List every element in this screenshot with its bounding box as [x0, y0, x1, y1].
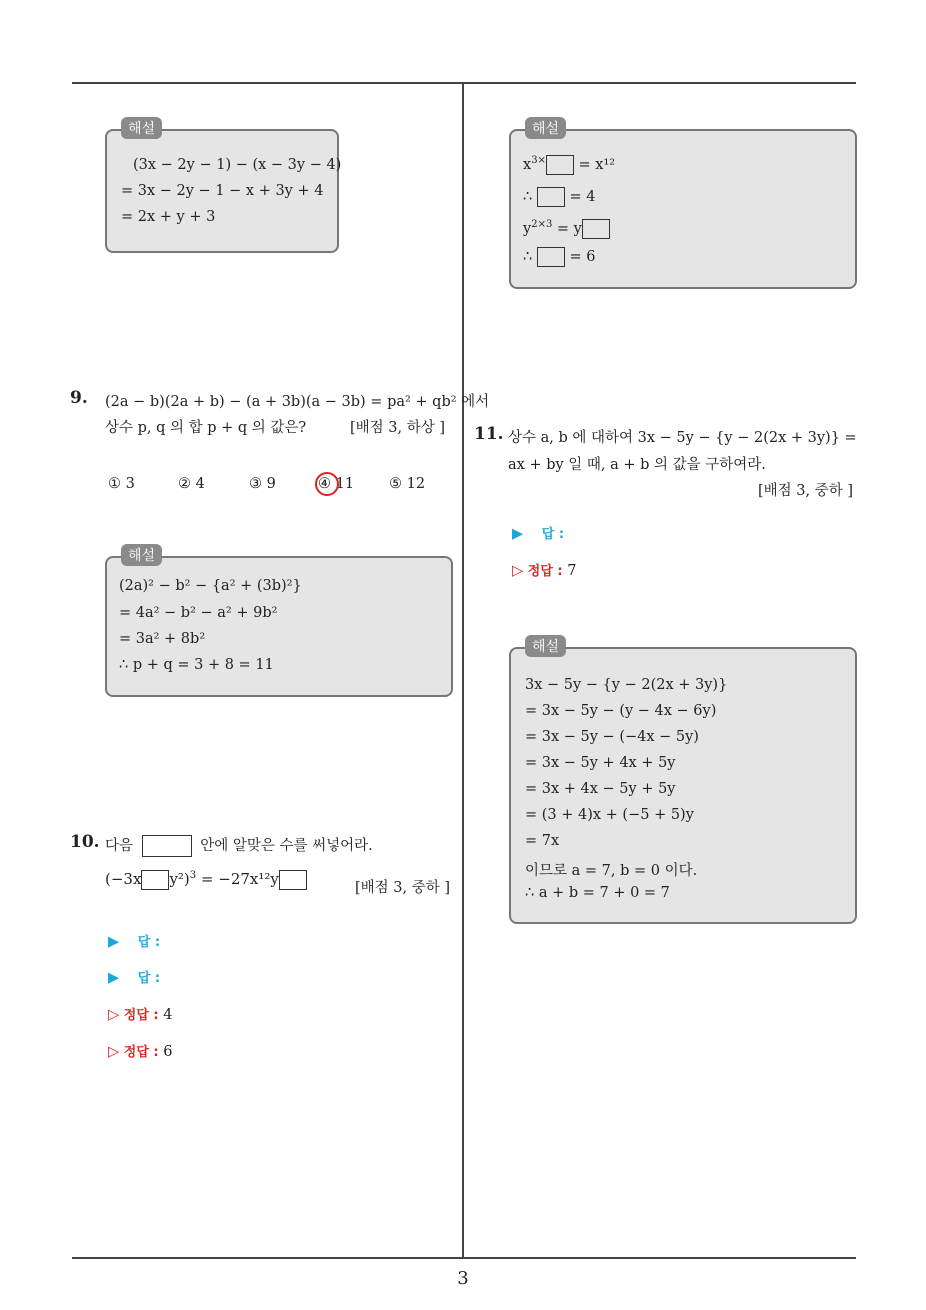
sol-text: = 4 — [564, 189, 596, 205]
question-10-text-b: 안에 알맞은 수를 써넣어라. — [200, 838, 373, 854]
sol-text: = 6 — [564, 249, 596, 265]
solution-box-q11 — [509, 639, 857, 924]
question-number-9: 9. — [70, 388, 88, 408]
correct-label: 정답 : — [527, 564, 563, 579]
solution-line: ∴ a + b = 7 + 0 = 7 — [525, 885, 670, 901]
sol-sup: 3× — [531, 155, 546, 166]
question-11-text: 상수 a, b 에 대하여 3x − 5y − {y − 2(2x + 3y)} = — [508, 430, 857, 446]
blank-box — [537, 187, 565, 207]
question-10-grade: [배점 3, 중하 ] — [355, 880, 451, 896]
correct-value: 6 — [163, 1044, 173, 1060]
correct-answer-line — [108, 1004, 172, 1023]
solution-line: = 3x − 5y − (−4x − 5y) — [525, 729, 699, 745]
play-icon: ▶ — [108, 970, 120, 986]
sol-sup: 2×3 — [531, 219, 553, 230]
bottom-rule — [72, 1257, 856, 1259]
solution-line: = (3 + 4)x + (−5 + 5)y — [525, 807, 694, 823]
blank-box — [537, 247, 565, 267]
choice-4[interactable]: ④ 11 — [318, 476, 355, 492]
solution-tag: 해설 — [121, 544, 162, 566]
play-outline-icon: ▷ — [512, 563, 524, 579]
expr-part-a: (−3x — [105, 870, 142, 888]
question-11-grade: [배점 3, 중하 ] — [758, 483, 854, 499]
expr-part-b: y²) — [169, 870, 190, 888]
solution-line: ∴ p + q = 3 + 8 = 11 — [119, 657, 274, 673]
answer-label: 답 : — [137, 971, 161, 986]
top-rule — [72, 82, 856, 84]
correct-answer-line — [108, 1041, 172, 1060]
solution-line: = 3x − 5y − (y − 4x − 6y) — [525, 703, 717, 719]
answer-label: 답 : — [137, 935, 161, 950]
play-outline-icon: ▷ — [108, 1044, 120, 1060]
correct-value: 4 — [163, 1007, 173, 1023]
solution-line: = 4a² − b² − a² + 9b² — [119, 605, 278, 621]
choice-1[interactable]: ① 3 — [108, 476, 135, 492]
solution-line: = 3x − 2y − 1 − x + 3y + 4 — [121, 183, 324, 199]
solution-line: 3x − 5y − {y − 2(2x + 3y)} — [525, 677, 728, 693]
choice-2[interactable]: ② 4 — [178, 476, 205, 492]
solution-line — [523, 247, 595, 267]
solution-box-q10 — [509, 121, 857, 289]
question-9-text: (2a − b)(2a + b) − (a + 3b)(a − 3b) = pa² + qb² 에서 — [105, 394, 490, 410]
blank-box — [582, 219, 610, 239]
answer-line — [108, 967, 160, 986]
solution-line — [523, 187, 595, 207]
correct-label: 정답 : — [123, 1045, 159, 1060]
answer-circle-mark — [315, 472, 339, 496]
play-outline-icon: ▷ — [108, 1007, 120, 1023]
blank-box — [546, 155, 574, 175]
solution-line — [523, 155, 615, 175]
sol-text: = y — [552, 220, 582, 237]
solution-tag: 해설 — [525, 635, 566, 657]
solution-tag: 해설 — [121, 117, 162, 139]
correct-value: 7 — [567, 563, 577, 579]
blank-box — [279, 870, 307, 890]
solution-line: = 3a² + 8b² — [119, 631, 206, 647]
solution-tag: 해설 — [525, 117, 566, 139]
choice-3[interactable]: ③ 9 — [249, 476, 276, 492]
blank-box — [141, 870, 169, 890]
sol-text: = x¹² — [573, 156, 616, 173]
column-divider — [462, 84, 464, 1258]
question-10-text — [105, 834, 373, 857]
solution-line: = 2x + y + 3 — [121, 209, 216, 225]
solution-line — [523, 219, 610, 239]
solution-box-q8 — [105, 121, 342, 253]
blank-box — [142, 835, 192, 857]
page-number: 3 — [457, 1268, 469, 1289]
question-10-text-a: 다음 — [105, 838, 134, 854]
question-number-10: 10. — [70, 832, 100, 852]
play-icon: ▶ — [512, 526, 524, 542]
choice-5[interactable]: ⑤ 12 — [389, 476, 426, 492]
answer-label: 답 : — [541, 527, 565, 542]
sol-text: y — [523, 220, 532, 237]
solution-line: = 3x − 5y + 4x + 5y — [525, 755, 676, 771]
sol-text: ∴ — [523, 249, 533, 265]
sol-text: ∴ — [523, 189, 533, 205]
expr-exponent: 3 — [189, 870, 197, 881]
play-icon: ▶ — [108, 934, 120, 950]
answer-line — [108, 931, 160, 950]
answer-line — [512, 523, 564, 542]
sol-text: x — [523, 156, 532, 173]
correct-label: 정답 : — [123, 1008, 159, 1023]
question-10-expression — [105, 866, 307, 894]
solution-line: (3x − 2y − 1) − (x − 3y − 4) — [133, 157, 342, 173]
question-9-grade: [배점 3, 하상 ] — [350, 420, 446, 436]
solution-line: (2a)² − b² − {a² + (3b)²} — [119, 578, 302, 594]
question-11-text: ax + by 일 때, a + b 의 값을 구하여라. — [508, 457, 766, 473]
solution-line: = 3x + 4x − 5y + 5y — [525, 781, 676, 797]
expr-part-c: = −27x¹²y — [196, 870, 279, 888]
solution-line: 이므로 a = 7, b = 0 이다. — [525, 863, 698, 879]
correct-answer-line — [512, 560, 576, 579]
solution-line: = 7x — [525, 833, 560, 849]
solution-box-q9 — [105, 548, 453, 697]
question-9-text: 상수 p, q 의 합 p + q 의 값은? — [105, 420, 307, 436]
question-number-11: 11. — [474, 424, 504, 444]
